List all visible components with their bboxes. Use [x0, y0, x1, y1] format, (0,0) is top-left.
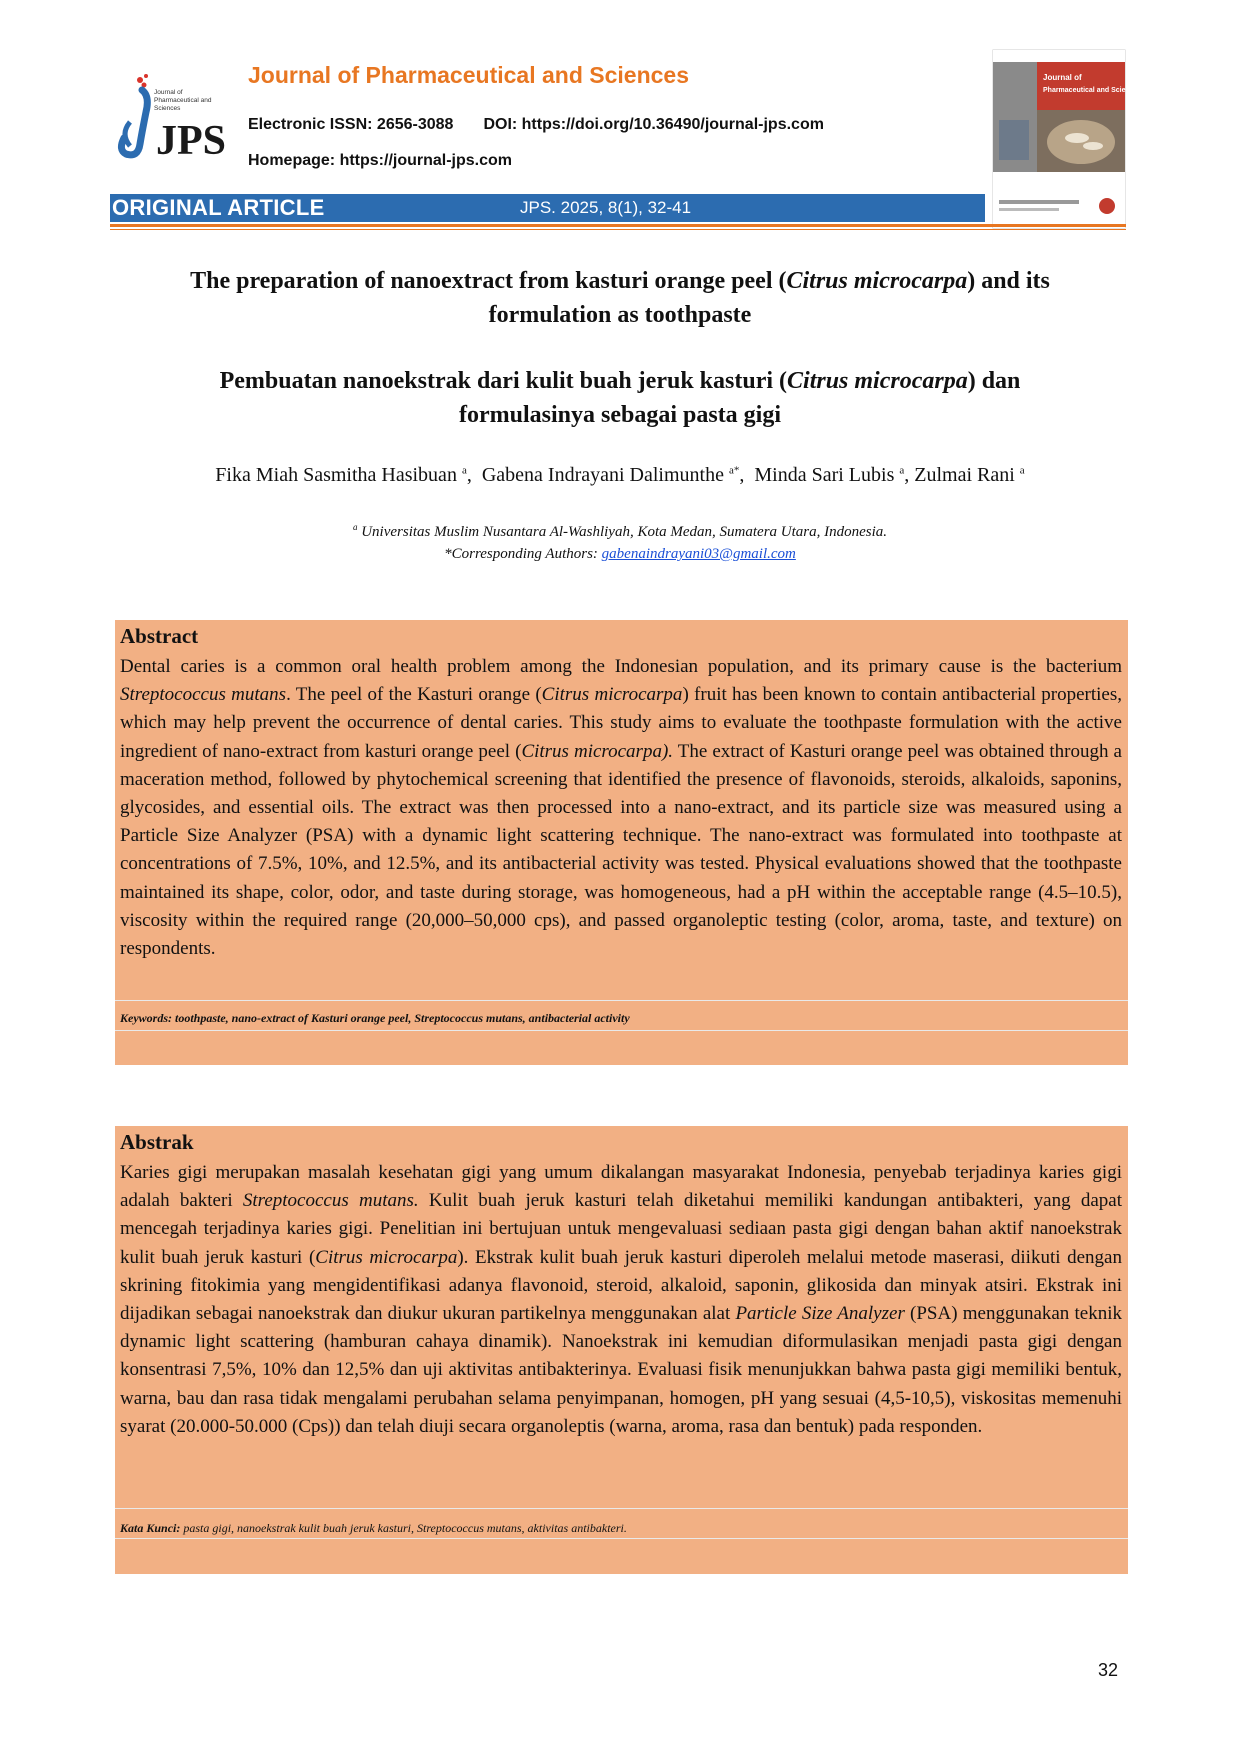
header-divider-thin [110, 229, 1126, 230]
svg-text:Sciences: Sciences [154, 105, 181, 112]
homepage-link[interactable]: Homepage: https://journal-jps.com [248, 152, 513, 169]
abstract-indonesian-box [115, 1126, 1128, 1574]
article-type-bar [110, 194, 985, 222]
keywords-divider [115, 1000, 1128, 1001]
issn: Electronic ISSN: 2656-3088 [248, 116, 454, 133]
issn-doi-line [248, 116, 824, 134]
abstract-english-box [115, 620, 1128, 1065]
abstract-body: Dental caries is a common oral health problem among the Indonesian population, and its primary cause is the bacterium Streptococcus mutans. The peel of the Kasturi orange (Citrus microcarpa) fruit has been known to contain antibacterial properties, which may help prevent the occurrence of dental caries. This study aims to evaluate the toothpaste formulation with the active ingredient of nano-extract from kasturi orange peel (Citrus microcarpa). The extract of Kasturi orange peel was obtained through a maceration method, followed by phytochemical screening that identified the presence of flavonoids, steroids, alkaloids, saponins, glycosides, and essential oils. The extract was then processed into a nano-extract, and its particle size was measured using a Particle Size Analyzer (PSA) with a dynamic light scattering technique. The nano-extract was formulated into toothpaste at concentrations of 7.5%, 10%, and 12.5%, and its antibacterial activity was tested. Physical evaluations showed that the toothpaste maintained its shape, color, odor, and taste during storage, was homogeneous, had a pH within the acceptable range (4.5–10.5), viscosity within the required range (20,000–50,000 cps), and passed organoleptic testing (color, aroma, taste, and texture) on respondents. [120, 656, 1123, 960]
logo-text: JPS [156, 118, 227, 164]
kata-kunci-divider [115, 1538, 1128, 1539]
header-divider [110, 224, 1126, 227]
affiliation: $^a$ Universitas Muslim Nusantara Al-Washliyah, Kota Medan, Sumatera Utara, Indonesia. [352, 522, 888, 540]
article-type-label: ORIGINAL ARTICLE [112, 195, 325, 220]
doi[interactable]: DOI: https://doi.org/10.36490/journal-jps.com [483, 116, 824, 133]
journal-title: Journal of Pharmaceutical and Sciences [248, 62, 689, 88]
title-species: Citrus microcarpa [786, 268, 968, 294]
citation: JPS. 2025, 8(1), 32-41 [520, 198, 692, 217]
corresponding-author: *Corresponding Authors: gabenaindrayani03@gmail.com [444, 546, 796, 562]
abstrak-body: Karies gigi merupakan masalah kesehatan gigi yang umum dikalangan masyarakat Indonesia, penyebab terjadinya karies gigi adalah bakteri Streptococcus mutans. Kulit buah jeruk kasturi telah diketahui memiliki kandungan antibakteri, yang dapat mencegah terjadinya karies gigi. Penelitian ini bertujuan untuk mengevaluasi sediaan pasta gigi dengan bahan aktif nanoekstrak kulit buah jeruk kasturi (Citrus microcarpa). Ekstrak kulit buah jeruk kasturi diperoleh melalui metode maserasi, diikuti dengan skrining fitokimia yang mengidentifikasi adanya flavonoid, steroid, alkaloid, saponin, glikosida dan minyak atsiri. Ekstrak ini dijadikan sebagai nanoekstrak dan diukur ukuran partikelnya menggunakan alat Particle Size Analyzer (PSA) menggunakan teknik dynamic light scattering (hamburan cahaya dinamik). Nanoekstrak ini kemudian diformulasikan menjadi pasta gigi dengan konsentrasi 7,5%, 10% dan 12,5% dan uji aktivitas antibakterinya. Evaluasi fisik menunjukkan bahwa pasta gigi memiliki bentuk, warna, bau dan rasa tidak mengalami perubahan selama penyimpanan, homogen, pH yang sesuai (4,5-10,5), viskositas memenuhi syarat (20.000-50.000 (Cps)) dan telah diuji secara organoleptis (warna, aroma, rasa dan bentuk) pada responden. [120, 1162, 1122, 1437]
title-species-id: Citrus microcarpa [787, 368, 968, 394]
corresponding-email-link[interactable]: gabenaindrayani03@gmail.com [601, 546, 796, 562]
journal-cover-image [993, 50, 1142, 228]
title-indonesian: Pembuatan nanoekstrak dari kulit buah jeruk kasturi (Citrus microcarpa) dan formulasinya sebagai pasta gigi [219, 368, 1021, 428]
author-name: Fika Miah Sasmitha Hasibuan [215, 464, 457, 486]
title-english: The preparation of nanoextract from kasturi orange peel (Citrus microcarpa) and its formulation as toothpaste [190, 268, 1050, 328]
author-name: Minda Sari Lubis [754, 464, 895, 486]
author-list: Fika Miah Sasmitha Hasibuan $^a$, Gabena Indrayani Dalimunthe $^{a*}$, Minda Sari Lubis $^a$, Zulmai Rani $^a$ [215, 464, 1025, 486]
svg-text:Pharmaceutical and: Pharmaceutical and [154, 97, 212, 104]
keywords: Keywords: toothpaste, nano-extract of Kasturi orange peel, Streptococcus mutans, antibacterial activity [120, 1011, 630, 1025]
journal-logo [120, 72, 227, 164]
page-number: 32 [1098, 1660, 1119, 1680]
keywords-divider [115, 1030, 1128, 1031]
svg-text:Pharmaceutical and Sciences: Pharmaceutical and Sciences [1043, 87, 1142, 94]
kata-kunci-divider [115, 1508, 1128, 1509]
svg-text:Journal of: Journal of [1043, 73, 1082, 82]
author-name: Zulmai Rani [914, 464, 1015, 486]
abstrak-heading: Abstrak [120, 1130, 194, 1154]
kata-kunci: Kata Kunci: pasta gigi, nanoekstrak kulit buah jeruk kasturi, Streptococcus mutans, aktivitas antibakteri. [120, 1521, 627, 1535]
author-name: Gabena Indrayani Dalimunthe [481, 464, 724, 486]
abstract-heading: Abstract [120, 624, 199, 648]
svg-text:Journal of: Journal of [154, 89, 183, 96]
